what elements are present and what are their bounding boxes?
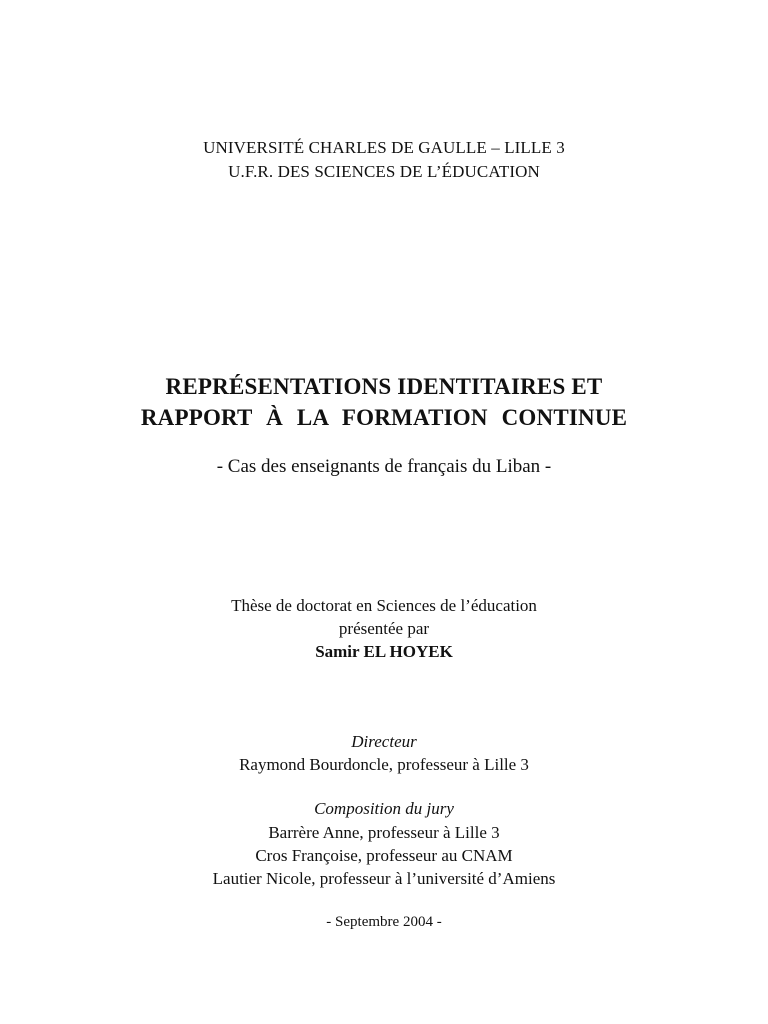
thesis-title-line-1: REPRÉSENTATIONS IDENTITAIRES ET [165, 374, 603, 399]
thesis-subtitle: - Cas des enseignants de français du Liban - [216, 456, 552, 477]
jury-member: Cros Françoise, professeur au CNAM [255, 846, 513, 865]
director-heading: Directeur [351, 732, 417, 751]
director-name: Raymond Bourdoncle, professeur à Lille 3 [239, 755, 529, 774]
university-name: UNIVERSITÉ CHARLES DE GAULLE – LILLE 3 [203, 138, 565, 157]
jury-member: Lautier Nicole, professeur à l’université d’Amiens [212, 869, 556, 888]
thesis-title-line-2: RAPPORT À LA FORMATION CONTINUE [140, 405, 628, 430]
jury-member: Barrère Anne, professeur à Lille 3 [268, 823, 500, 842]
author-name: Samir EL HOYEK [315, 642, 453, 661]
thesis-type: Thèse de doctorat en Sciences de l’éducation [231, 596, 537, 615]
presented-by: présentée par [338, 619, 430, 638]
defense-date: - Septembre 2004 - [326, 914, 442, 930]
jury-heading: Composition du jury [314, 799, 454, 818]
ufr-name: U.F.R. DES SCIENCES DE L’ÉDUCATION [228, 162, 540, 181]
